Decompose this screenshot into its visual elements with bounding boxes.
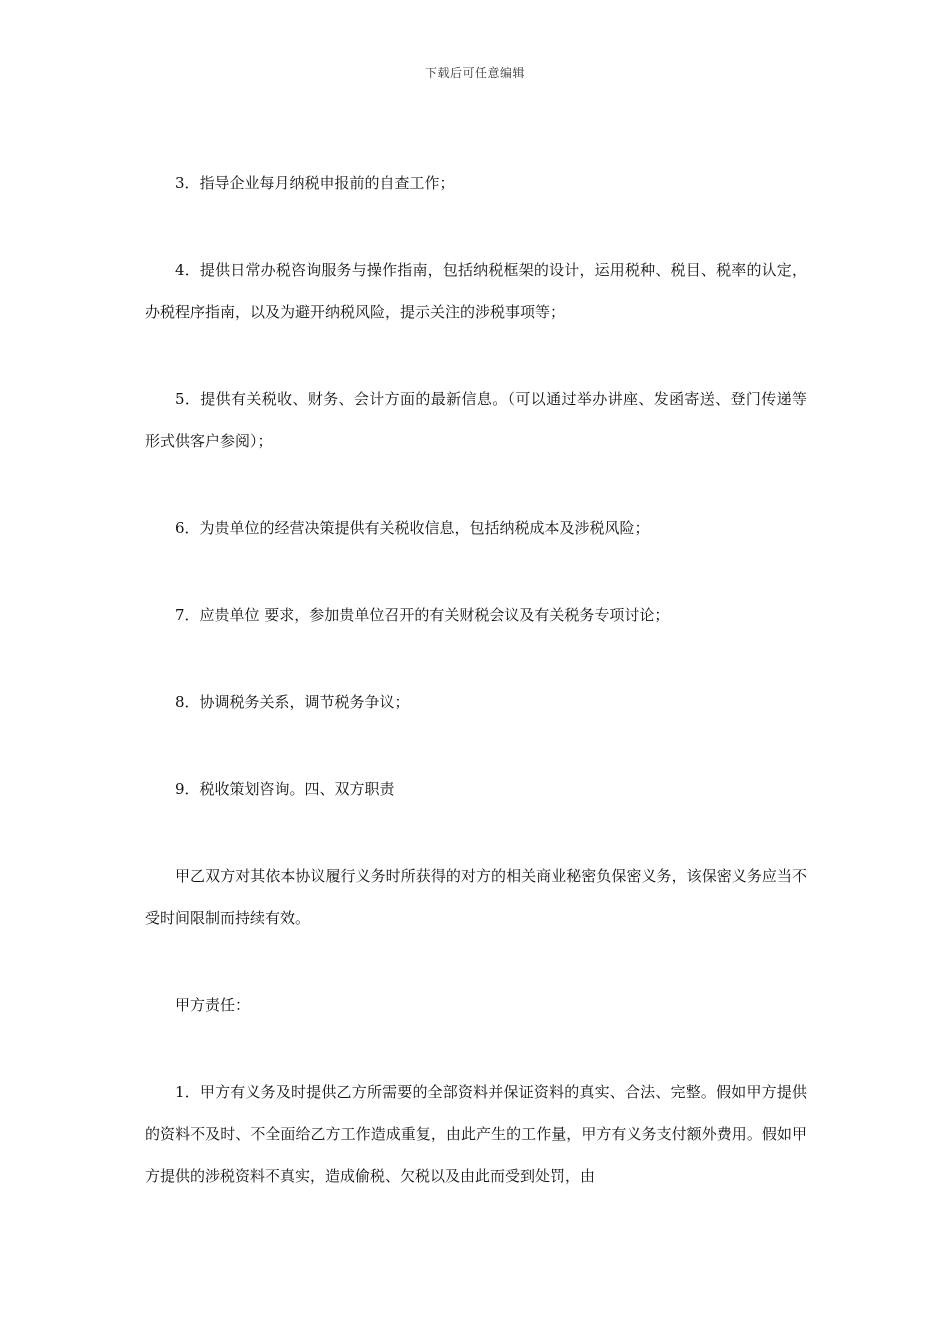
paragraph-spacer <box>145 333 807 378</box>
paragraph-spacer <box>145 1026 807 1071</box>
paragraph-item-6: 6．为贵单位的经营决策提供有关税收信息，包括纳税成本及涉税风险； <box>175 519 650 537</box>
paragraph-spacer <box>145 939 807 984</box>
paragraph-item-4: 4．提供日常办税咨询服务与操作指南，包括纳税框架的设计，运用税种、税目、税率的认定，办税程序指南，以及为避开纳税风险，提示关注的涉税事项等； <box>145 261 807 321</box>
paragraph-item-9: 9．税收策划咨询。四、双方职责 <box>175 780 395 798</box>
paragraph-spacer <box>145 810 807 855</box>
paragraph-spacer <box>145 549 807 594</box>
paragraph-spacer <box>145 462 807 507</box>
paragraph-item-7: 7．应贵单位 要求，参加贵单位召开的有关财税会议及有关税务专项讨论； <box>175 606 670 624</box>
page-header: 下载后可任意编辑 <box>424 66 525 80</box>
paragraph-spacer <box>145 636 807 681</box>
paragraph-spacer <box>145 723 807 768</box>
paragraph-item-8: 8．协调税务关系，调节税务争议； <box>175 693 410 711</box>
paragraph-item-3: 3．指导企业每月纳税申报前的自查工作； <box>175 174 455 192</box>
party-a-responsibility-item-1: 1．甲方有义务及时提供乙方所需要的全部资料并保证资料的真实、合法、完整。假如甲方提供的资料不及时、不全面给乙方工作造成重复，由此产生的工作量，甲方有义务支付额外费用。假如甲方提供的涉税资料不真实，造成偷税、欠税以及由此而受到处罚，由 <box>145 1083 807 1185</box>
paragraph-spacer <box>145 204 807 249</box>
party-a-responsibility-heading: 甲方责任： <box>175 996 251 1014</box>
paragraph-item-5: 5．提供有关税收、财务、会计方面的最新信息。（可以通过举办讲座、发函寄送、登门传递等形式供客户参阅）； <box>145 390 807 450</box>
confidentiality-paragraph: 甲乙双方对其依本协议履行义务时所获得的对方的相关商业秘密负保密义务，该保密义务应当不受时间限制而持续有效。 <box>145 867 807 927</box>
document-body <box>145 162 807 1197</box>
